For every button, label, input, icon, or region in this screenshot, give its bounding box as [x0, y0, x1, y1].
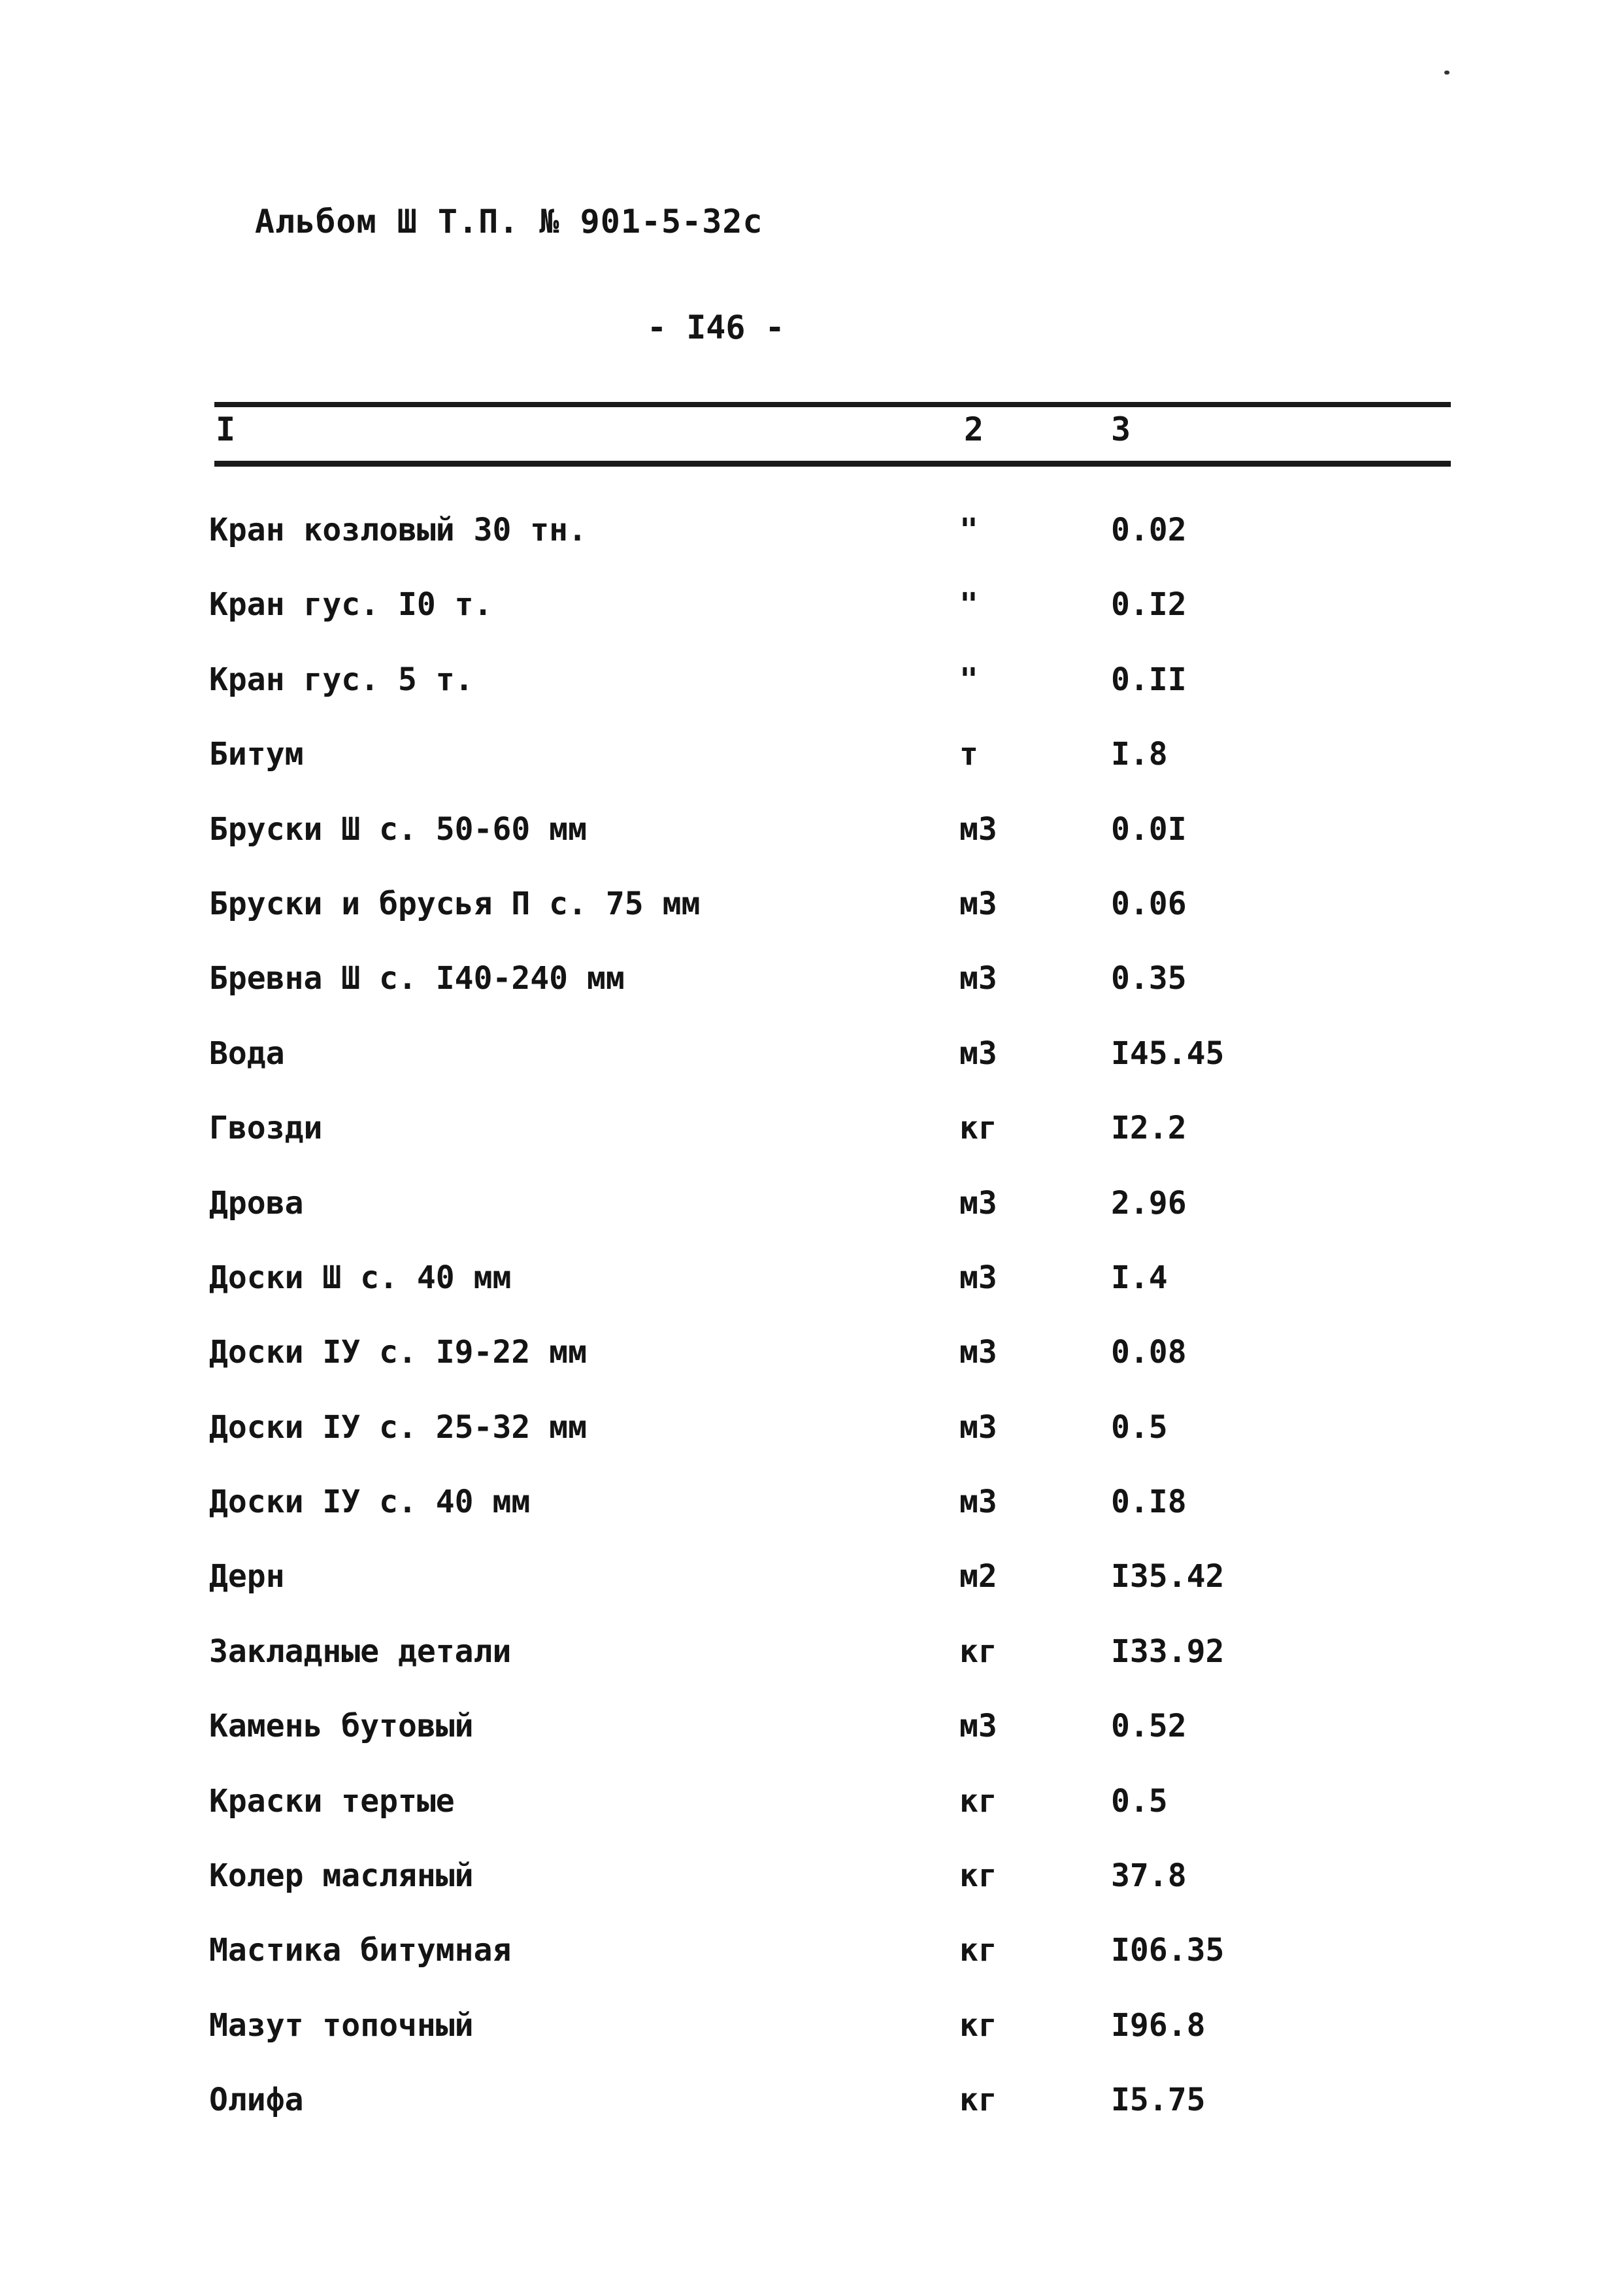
row-unit: кг — [959, 1782, 997, 1820]
row-value: I.4 — [1111, 1259, 1168, 1296]
table-row — [196, 1031, 1438, 1105]
row-name: Мастика битумная — [209, 1932, 512, 1969]
document-header: Альбом Ш Т.П. № 901-5-32с — [255, 203, 763, 241]
table-row — [196, 1554, 1438, 1628]
table-row — [196, 1105, 1438, 1180]
row-name: Бруски и брусья П с. 75 мм — [209, 885, 701, 922]
row-name: Мазут топочный — [209, 2006, 474, 2044]
table-row — [196, 2003, 1438, 2077]
row-unit: кг — [959, 2006, 997, 2044]
row-unit: т — [959, 736, 978, 773]
row-name: Доски IУ с. 25-32 мм — [209, 1408, 587, 1446]
table-row — [196, 1479, 1438, 1554]
row-name: Бревна Ш с. I40-240 мм — [209, 960, 625, 997]
scan-speck — [1444, 71, 1450, 75]
row-value: 2.96 — [1111, 1184, 1187, 1222]
row-value: 0.02 — [1111, 512, 1187, 548]
row-name: Бруски Ш с. 50-60 мм — [209, 810, 587, 848]
table-row — [196, 1629, 1438, 1703]
row-unit: м2 — [959, 1558, 997, 1595]
table-row — [196, 807, 1438, 881]
table-row — [196, 1778, 1438, 1853]
row-name: Доски Ш с. 40 мм — [209, 1259, 512, 1296]
table-row — [196, 507, 1438, 582]
row-name: Дерн — [209, 1558, 285, 1595]
page-number: - I46 - — [647, 308, 785, 346]
row-value: 0.II — [1111, 661, 1187, 698]
row-name: Доски IУ с. 40 мм — [209, 1484, 531, 1521]
row-name: Олифа — [209, 2082, 304, 2119]
row-value: 0.08 — [1111, 1334, 1187, 1371]
row-name: Доски IУ с. I9-22 мм — [209, 1334, 587, 1371]
row-unit: кг — [959, 1110, 997, 1147]
table-top-rule — [214, 402, 1451, 407]
row-unit: м3 — [959, 1184, 997, 1222]
row-value: I96.8 — [1111, 2006, 1206, 2044]
row-name: Вода — [209, 1035, 285, 1072]
row-value: 0.52 — [1111, 1708, 1187, 1745]
table-row — [196, 956, 1438, 1030]
row-value: 0.06 — [1111, 885, 1187, 922]
row-unit: кг — [959, 1932, 997, 1969]
row-value: 0.5 — [1111, 1782, 1168, 1820]
row-value: 0.I2 — [1111, 586, 1187, 624]
row-unit: кг — [959, 1857, 997, 1895]
column-header-2: 2 — [964, 410, 984, 448]
row-value: I2.2 — [1111, 1110, 1187, 1147]
row-name: Дрова — [209, 1184, 304, 1222]
row-value: I35.42 — [1111, 1558, 1225, 1595]
table-row — [196, 731, 1438, 806]
table-header-rule — [214, 461, 1451, 467]
row-unit: кг — [959, 2082, 997, 2119]
table-body — [196, 507, 1438, 2152]
column-header-3: 3 — [1111, 410, 1131, 448]
row-unit: " — [959, 512, 978, 548]
row-name: Камень бутовый — [209, 1708, 474, 1745]
row-value: 0.5 — [1111, 1408, 1168, 1446]
row-unit: м3 — [959, 1408, 997, 1446]
table-row — [196, 582, 1438, 656]
row-unit: м3 — [959, 960, 997, 997]
table-row — [196, 881, 1438, 956]
row-unit: м3 — [959, 1484, 997, 1521]
row-name: Краски тертые — [209, 1782, 455, 1820]
row-value: I5.75 — [1111, 2082, 1206, 2119]
row-name: Гвозди — [209, 1110, 323, 1147]
table-row — [196, 657, 1438, 731]
table-row — [196, 1405, 1438, 1479]
row-value: I06.35 — [1111, 1932, 1225, 1969]
table-row — [196, 1853, 1438, 1927]
row-name: Кран гус. I0 т. — [209, 586, 493, 624]
row-name: Кран козловый 30 тн. — [209, 512, 587, 548]
row-value: I45.45 — [1111, 1035, 1225, 1072]
row-unit: " — [959, 586, 978, 624]
row-name: Битум — [209, 736, 304, 773]
row-name: Закладные детали — [209, 1633, 512, 1670]
row-unit: м3 — [959, 885, 997, 922]
row-value: I33.92 — [1111, 1633, 1225, 1670]
column-header-1: I — [216, 410, 236, 448]
row-value: 0.I8 — [1111, 1484, 1187, 1521]
row-value: 0.35 — [1111, 960, 1187, 997]
row-value: 0.0I — [1111, 810, 1187, 848]
row-value: I.8 — [1111, 736, 1168, 773]
row-unit: кг — [959, 1633, 997, 1670]
row-value: 37.8 — [1111, 1857, 1187, 1895]
table-row — [196, 1180, 1438, 1255]
row-unit: м3 — [959, 810, 997, 848]
row-unit: м3 — [959, 1259, 997, 1296]
table-row — [196, 1927, 1438, 2002]
table-row — [196, 1703, 1438, 1778]
row-unit: м3 — [959, 1334, 997, 1371]
row-name: Кран гус. 5 т. — [209, 661, 474, 698]
row-unit: " — [959, 661, 978, 698]
row-unit: м3 — [959, 1708, 997, 1745]
table-row — [196, 1329, 1438, 1404]
row-unit: м3 — [959, 1035, 997, 1072]
table-row — [196, 1255, 1438, 1329]
table-row — [196, 2077, 1438, 2152]
row-name: Колер масляный — [209, 1857, 474, 1895]
